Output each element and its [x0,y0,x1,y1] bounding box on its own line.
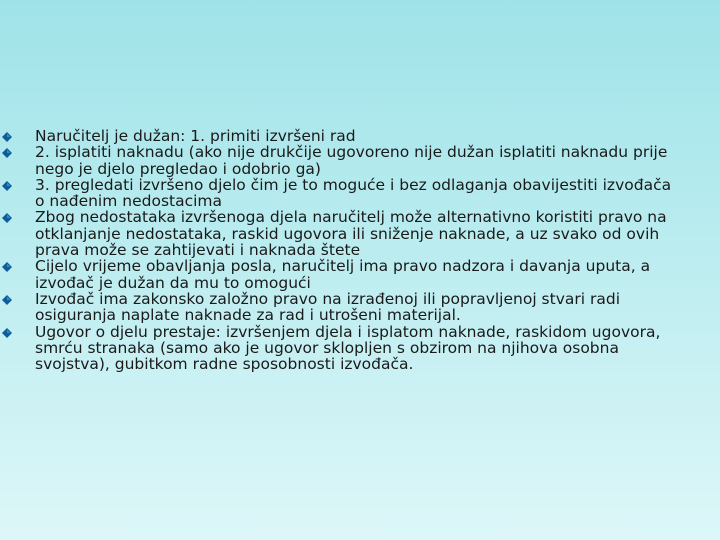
bullet-item [24,324,674,373]
bullet-item [24,128,674,144]
bullet-item [24,209,674,258]
diamond-bullet-icon [0,209,24,225]
bullet-text: 3. pregledati izvršeno djelo čim je to moguće i bez odlaganja obavijestiti izvođača o nađenim nedostacima [35,175,672,211]
diamond-bullet-icon [0,144,24,160]
bullet-text: 2. isplatiti naknadu (ako nije drukčije ugovoreno nije dužan isplatiti naknadu prije nego je djelo pregledao i odobrio ga) [35,143,668,178]
diamond-bullet-icon [0,324,24,340]
bullet-text: Zbog nedostataka izvršenoga djela naručitelj može alternativno koristiti pravo na otklanjanje nedostataka, raskid ugovora ili sniženje naknade, a uz svako od ovih prava može se zahtijevati i naknada štete [35,208,667,260]
bullet-item [24,258,674,291]
diamond-bullet-icon [0,291,24,307]
diamond-bullet-icon [0,258,24,274]
bullet-item [24,291,674,324]
bullet-item [24,144,674,177]
bullet-item [24,177,674,210]
diamond-bullet-icon [0,177,24,193]
bullet-text: Cijelo vrijeme obavljanja posla, naručitelj ima pravo nadzora i davanja uputa, a izvođač je dužan da mu to omogući [35,257,651,292]
bullet-text: Izvođač ima zakonsko založno pravo na izrađenoj ili popravljenoj stvari radi osiguranja naplate naknade za rad i utrošeni materijal. [35,289,621,325]
bullet-text: Ugovor o djelu prestaje: izvršenjem djela i isplatom naknade, raskidom ugovora, smrću stranaka (samo ako je ugovor sklopljen s obzirom na njihova osobna svojstva), gubitkom radne sposobnosti izvođača. [35,322,661,374]
bullet-list [24,128,674,372]
diamond-bullet-icon [0,128,24,144]
bullet-text: Naručitelj je dužan: 1. primiti izvršeni rad [35,127,356,145]
